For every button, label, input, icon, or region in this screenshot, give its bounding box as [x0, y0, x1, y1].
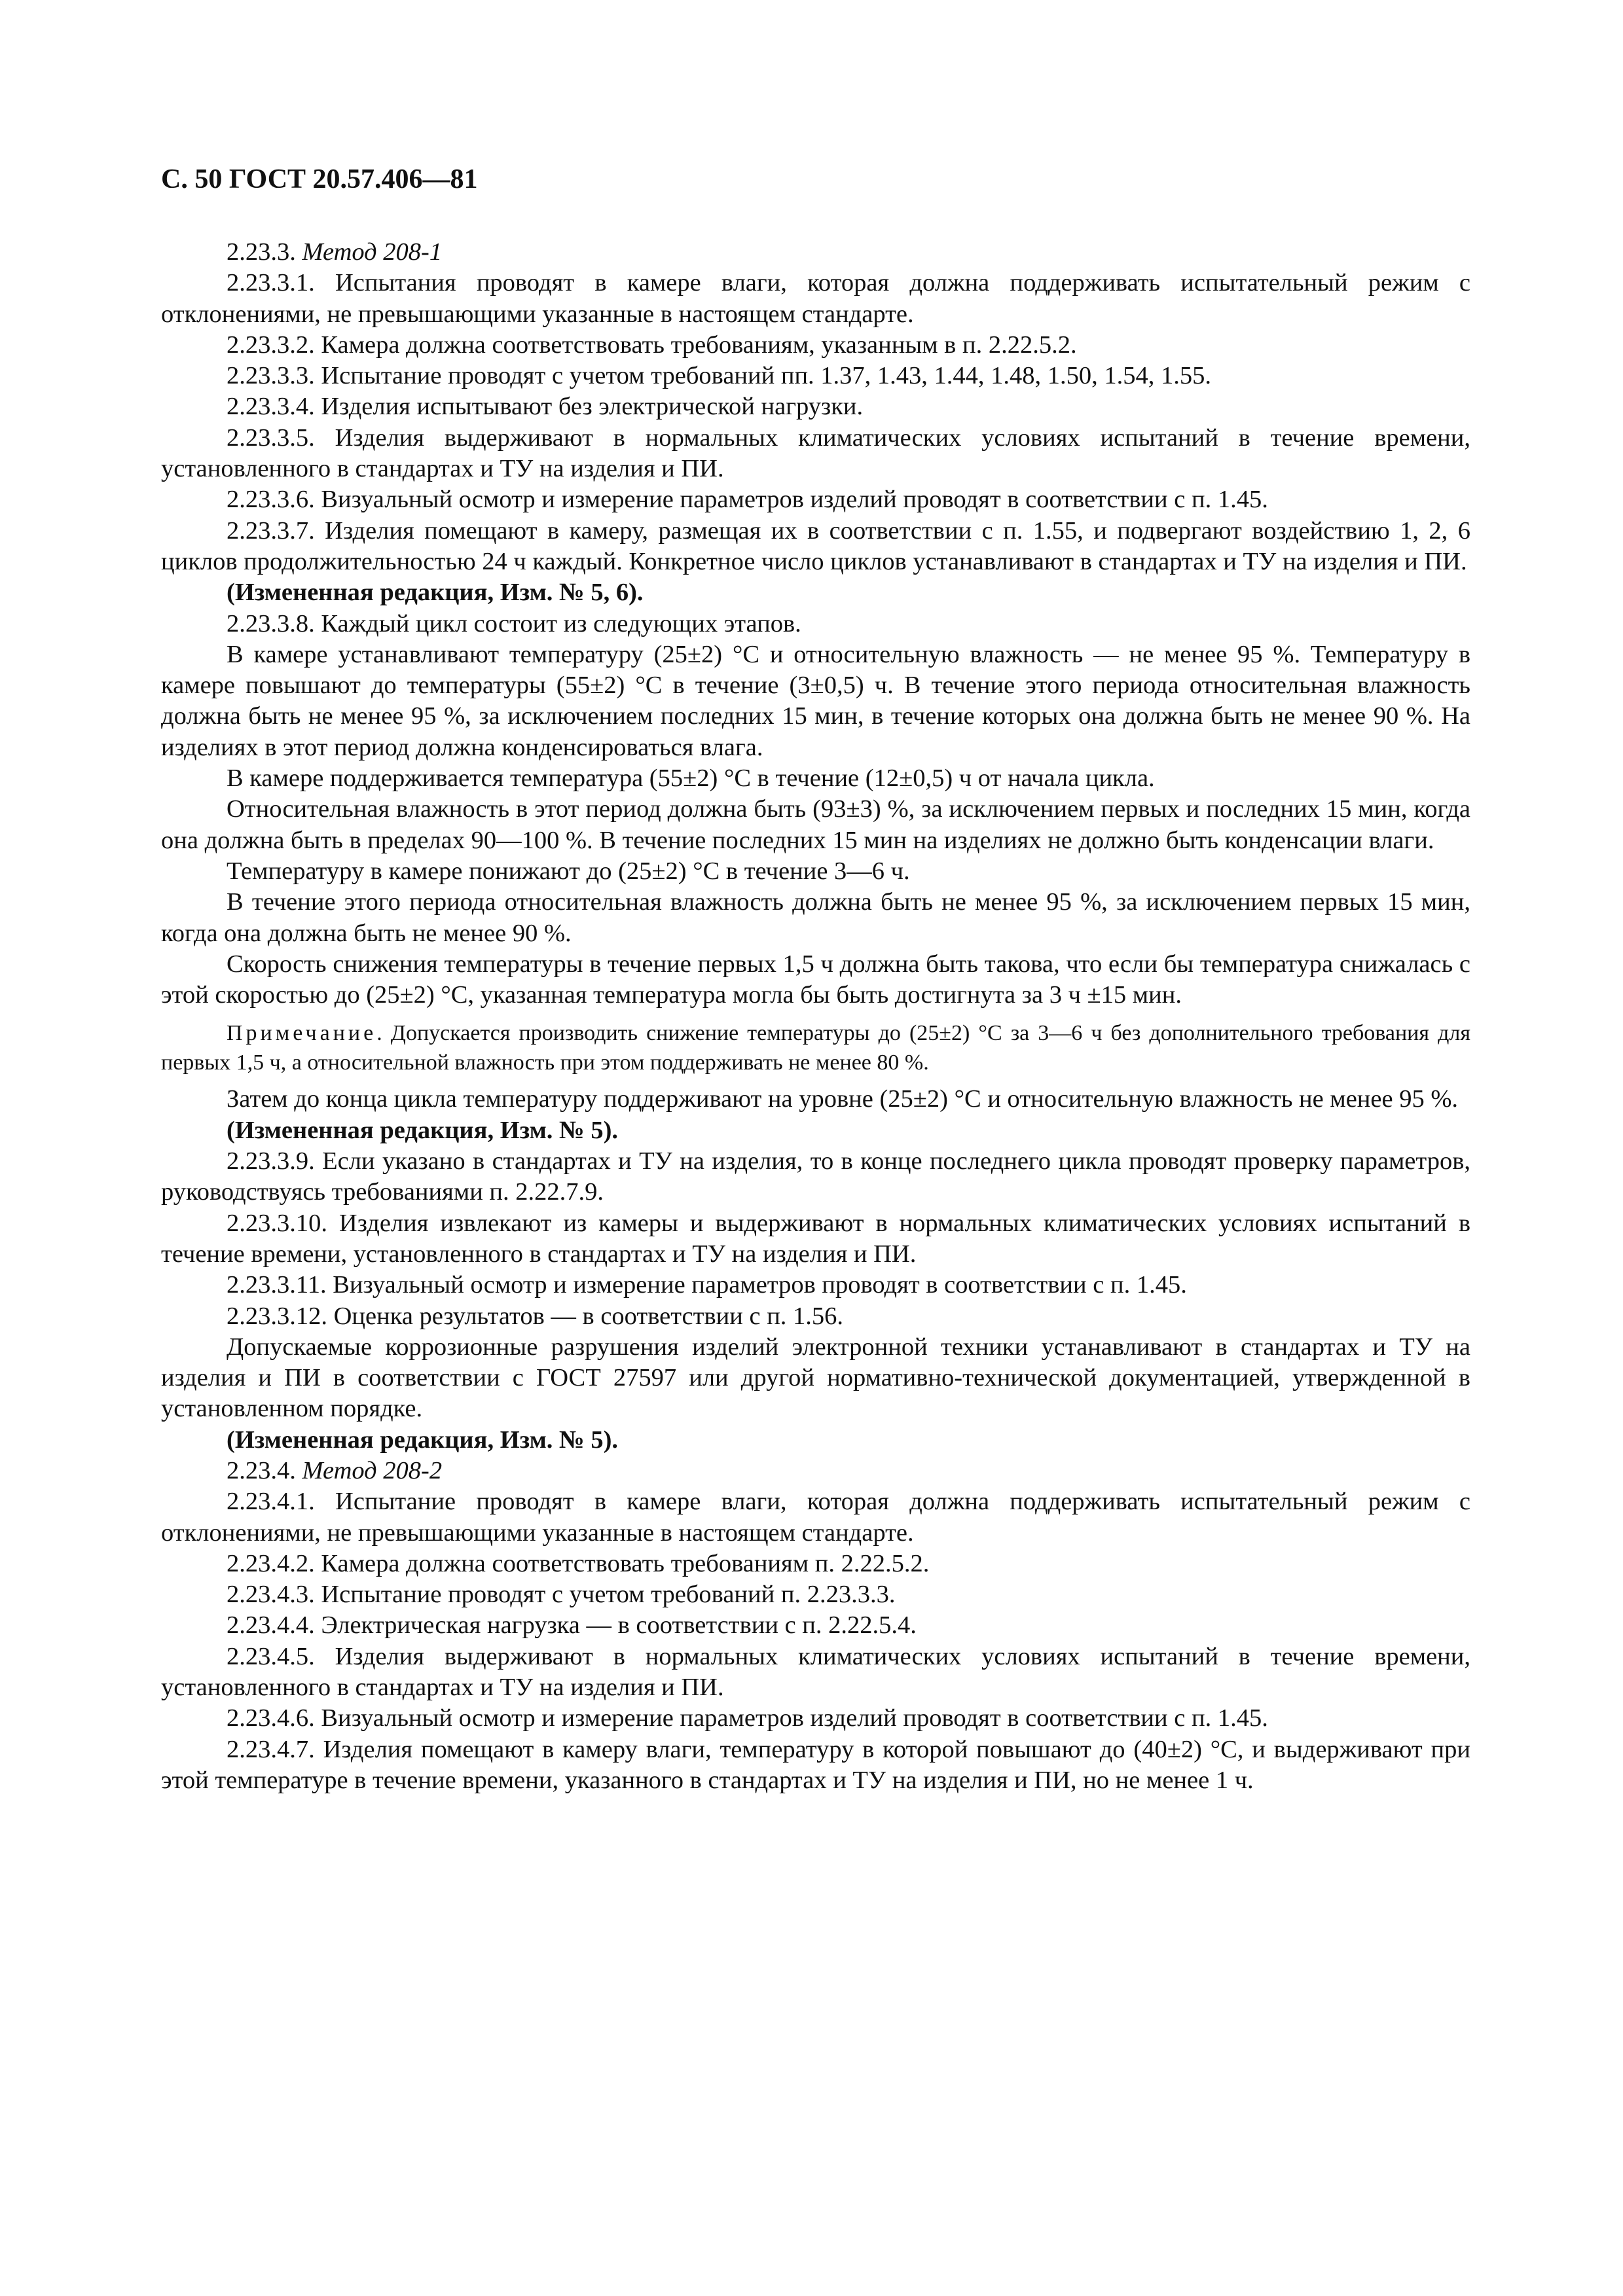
amendment-note: (Измененная редакция, Изм. № 5).	[227, 1116, 619, 1144]
section-heading-208-2	[161, 1456, 1470, 1486]
paragraph: В камере устанавливают температуру (25±2) °С и относительную влажность — не менее 95 %. Температуру в камере повышают до температуры (55±2) °С в течение (3±0,5) ч. В течение этого периода относительная влажность должна быть не менее 95 %, за исключением последних 15 мин, в течение которых она должна быть не менее 90 %. На изделиях в этот период должна конденсироваться влага.	[161, 640, 1470, 761]
paragraph: 2.23.3.3. Испытание проводят с учетом требований пп. 1.37, 1.43, 1.44, 1.48, 1.50, 1.54, 1.55.	[227, 362, 1212, 390]
paragraph: Допускаемые коррозионные разрушения изделий электронной техники устанавливают в стандартах и ТУ на изделия и ПИ в соответствии с ГОСТ 27597 или другой нормативно-технической документацией, утвержденной в установленном порядке.	[161, 1333, 1470, 1423]
page-header: С. 50 ГОСТ 20.57.406—81	[161, 164, 478, 194]
paragraph: 2.23.3.12. Оценка результатов — в соответствии с п. 1.56.	[227, 1302, 844, 1330]
paragraph: 2.23.3.6. Визуальный осмотр и измерение параметров изделий проводят в соответствии с п. 1.45.	[227, 486, 1268, 514]
paragraph: В течение этого периода относительная влажность должна быть не менее 95 %, за исключением первых 15 мин, когда она должна быть не менее 90 %.	[161, 888, 1470, 947]
paragraph: 2.23.3.8. Каждый цикл состоит из следующих этапов.	[227, 609, 801, 637]
section-title: Метод 208-2	[302, 1456, 443, 1484]
remark-label: Примечание	[227, 1021, 377, 1046]
section-number: 2.23.3.	[227, 238, 302, 266]
paragraph: 2.23.3.5. Изделия выдерживают в нормальных климатических условиях испытаний в течение времени, установленного в стандартах и ТУ на изделия и ПИ.	[161, 423, 1470, 483]
document-body	[161, 237, 1470, 1796]
paragraph: 2.23.3.1. Испытания проводят в камере влаги, которая должна поддерживать испытательный режим с отклонениями, не превышающими указанные в настоящем стандарте.	[161, 269, 1470, 328]
paragraph: 2.23.4.1. Испытание проводят в камере влаги, которая должна поддерживать испытательный режим с отклонениями, не превышающими указанные в настоящем стандарте.	[161, 1488, 1470, 1547]
paragraph: 2.23.4.3. Испытание проводят с учетом требований п. 2.23.3.3.	[227, 1581, 896, 1609]
paragraph: 2.23.4.2. Камера должна соответствовать требованиям п. 2.22.5.2.	[227, 1549, 930, 1577]
paragraph: 2.23.4.5. Изделия выдерживают в нормальных климатических условиях испытаний в течение времени, установленного в стандартах и ТУ на изделия и ПИ.	[161, 1642, 1470, 1702]
paragraph: 2.23.4.7. Изделия помещают в камеру влаги, температуру в которой повышают до (40±2) °С, и выдерживают при этой температуре в течение времени, указанного в стандартах и ТУ на изделия и ПИ, но не менее 1 ч.	[161, 1735, 1470, 1794]
paragraph: 2.23.3.10. Изделия извлекают из камеры и выдерживают в нормальных климатических условиях испытаний в течение времени, установленного в стандартах и ТУ на изделия и ПИ.	[161, 1209, 1470, 1268]
paragraph: 2.23.3.2. Камера должна соответствовать требованиям, указанным в п. 2.22.5.2.	[227, 331, 1077, 359]
paragraph: 2.23.3.9. Если указано в стандартах и ТУ на изделия, то в конце последнего цикла проводят проверку параметров, руководствуясь требованиями п. 2.22.7.9.	[161, 1147, 1470, 1206]
amendment-note: (Измененная редакция, Изм. № 5, 6).	[227, 579, 644, 607]
amendment-note: (Измененная редакция, Изм. № 5).	[227, 1426, 619, 1454]
paragraph: 2.23.3.11. Визуальный осмотр и измерение параметров проводят в соответствии с п. 1.45.	[227, 1271, 1187, 1299]
section-heading-208-1	[161, 237, 1470, 268]
paragraph: 2.23.3.7. Изделия помещают в камеру, размещая их в соответствии с п. 1.55, и подвергают воздействию 1, 2, 6 циклов продолжительностью 24 ч каждый. Конкретное число циклов устанавливают в стандартах и ТУ на изделия и ПИ.	[161, 516, 1470, 575]
paragraph: Скорость снижения температуры в течение первых 1,5 ч должна быть такова, что если бы температура снижалась с этой скоростью до (25±2) °С, указанная температура могла бы быть достигнута за 3 ч ±15 мин.	[161, 950, 1470, 1009]
remark-text: . Допускается производить снижение температуры до (25±2) °С за 3—6 ч без дополнительного требования для первых 1,5 ч, а относительной влажность при этом поддерживать не менее 80 %.	[161, 1021, 1470, 1075]
section-number: 2.23.4.	[227, 1456, 302, 1484]
paragraph: 2.23.4.4. Электрическая нагрузка — в соответствии с п. 2.22.5.4.	[227, 1611, 917, 1640]
paragraph: Затем до конца цикла температуру поддерживают на уровне (25±2) °С и относительную влажность не менее 95 %.	[227, 1085, 1459, 1113]
paragraph: Температуру в камере понижают до (25±2) °С в течение 3—6 ч.	[227, 857, 910, 885]
footnote-remark	[161, 1018, 1470, 1077]
section-title: Метод 208-1	[302, 238, 443, 266]
paragraph: 2.23.3.4. Изделия испытывают без электрической нагрузки.	[227, 393, 864, 421]
paragraph: Относительная влажность в этот период должна быть (93±3) %, за исключением первых и последних 15 мин, когда она должна быть в пределах 90—100 %. В течение последних 15 мин на изделиях не должно быть конденсации влаги.	[161, 795, 1470, 854]
paragraph: В камере поддерживается температура (55±2) °С в течение (12±0,5) ч от начала цикла.	[227, 764, 1155, 793]
paragraph: 2.23.4.6. Визуальный осмотр и измерение параметров изделий проводят в соответствии с п. 1.45.	[227, 1704, 1268, 1732]
